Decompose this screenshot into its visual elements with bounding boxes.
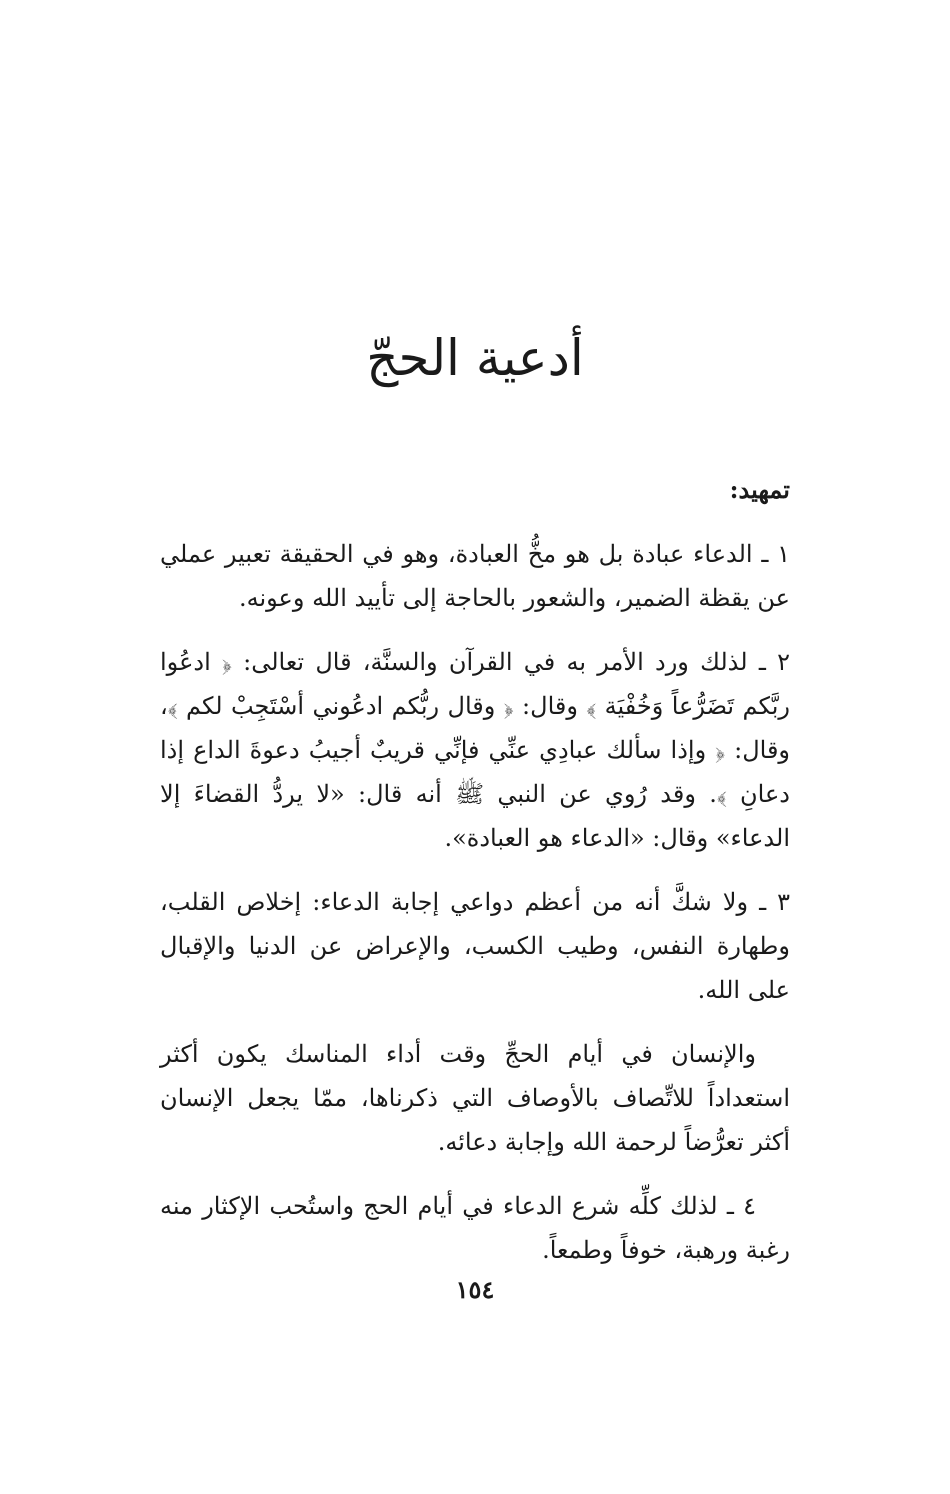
paragraph-5: ٤ ـ لذلك كلِّه شرع الدعاء في أيام الحج واستُحب الإكثار منه رغبة ورهبة، خوفاً وطمعاً. <box>160 1192 790 1264</box>
paragraph-1: ١ ـ الدعاء عبادة بل هو مخُّ العبادة، وهو في الحقيقة تعبير عملي عن يقظة الضمير، والشعور بالحاجة إلى تأييد الله وعونه. <box>160 540 790 612</box>
body-text <box>160 468 790 1292</box>
paragraph-2: ٢ ـ لذلك ورد الأمر به في القرآن والسنَّة، قال تعالى: ﴿ ادعُوا ربَّكم تَضَرُّعاً وَخُفْيَة ﴾ وقال: ﴿ وقال ربُّكم ادعُوني أسْتَجِبْ لكم ﴾، وقال: ﴿ وإذا سألك عبادِي عنِّي فإنِّي قريبٌ أجيبُ دعوةَ الداع إذا دعانِ ﴾. وقد رُوي عن النبي ﷺ أنه قال: «لا يردُّ القضاءَ إلا الدعاء» وقال: «الدعاء هو العبادة». <box>160 648 791 852</box>
paragraph-3: ٣ ـ ولا شكَّ أنه من أعظم دواعي إجابة الدعاء: إخلاص القلب، وطهارة النفس، وطيب الكسب، والإعراض عن الدنيا والإقبال على الله. <box>160 888 790 1004</box>
paragraph-4: والإنسان في أيام الحجِّ وقت أداء المناسك يكون أكثر استعداداً للاتِّصاف بالأوصاف التي ذكرناها، ممّا يجعل الإنسان أكثر تعرُّضاً لرحمة الله وإجابة دعائه. <box>160 1040 790 1156</box>
chapter-title: أدعية الحجّ <box>366 329 584 387</box>
section-heading: تمهيد: <box>729 475 790 504</box>
page-number: ١٥٤ <box>455 1275 495 1304</box>
